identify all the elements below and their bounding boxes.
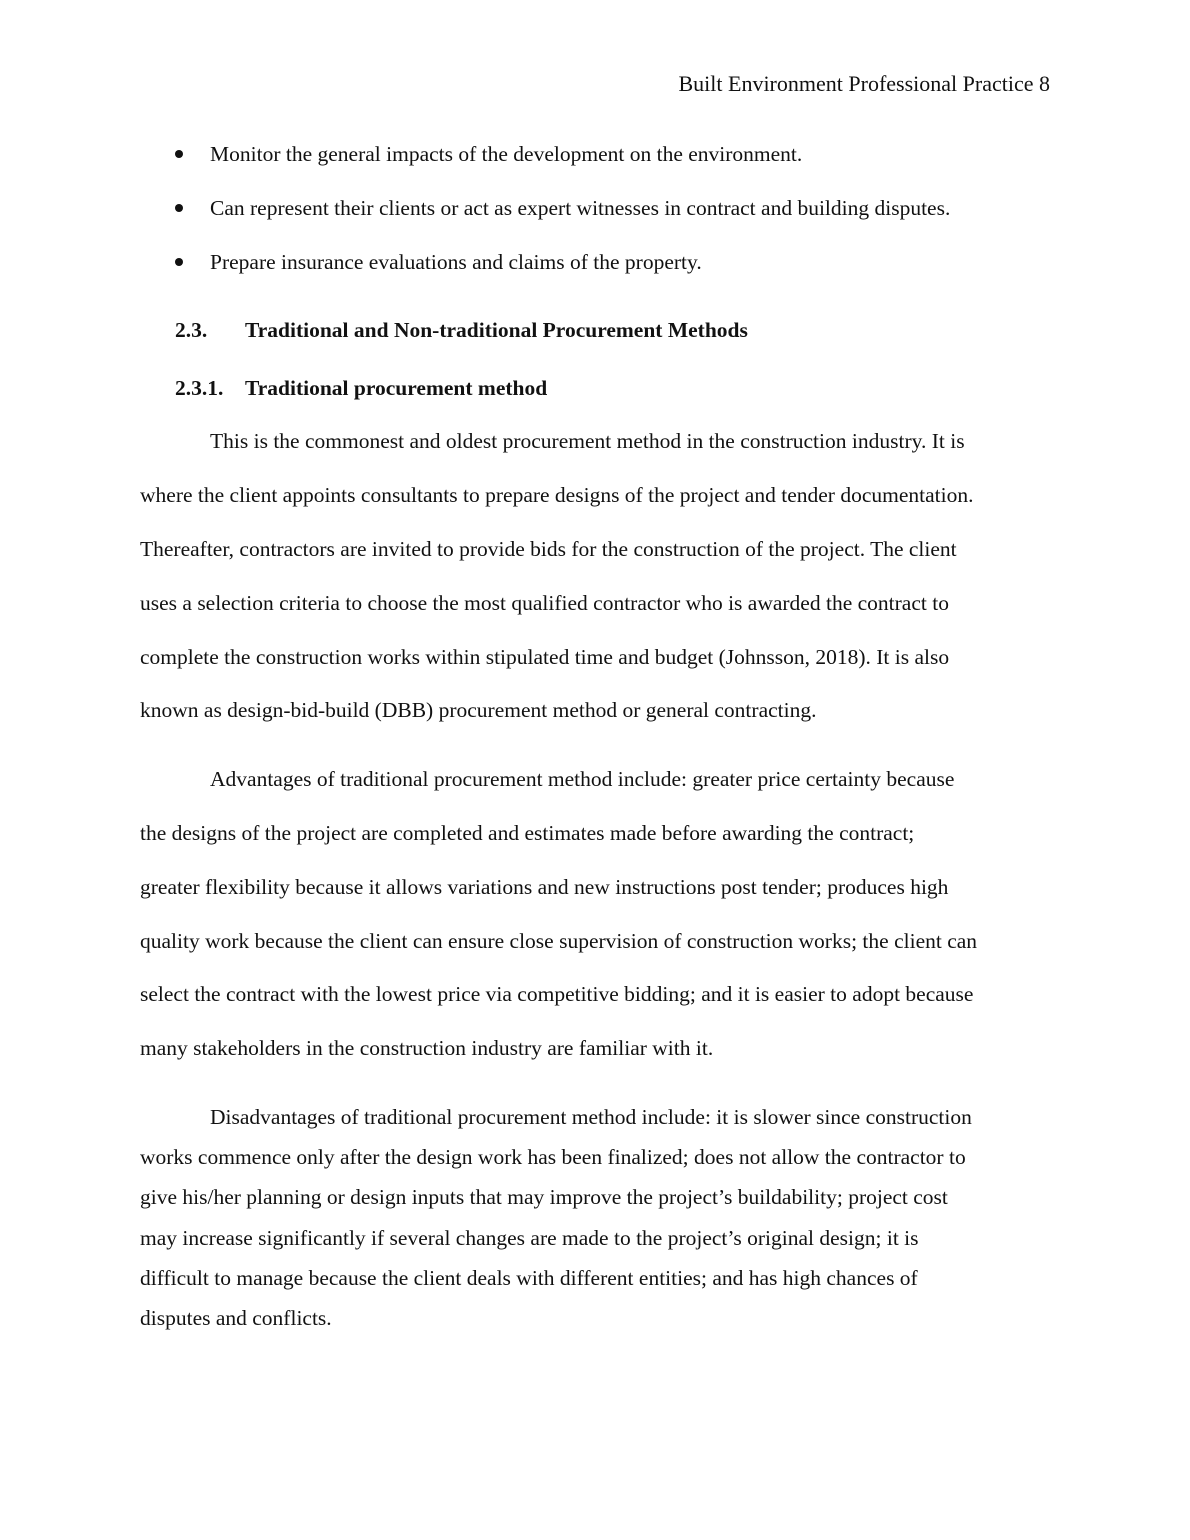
section-title: Traditional and Non-traditional Procurement Methods — [245, 318, 748, 342]
subsection-title: Traditional procurement method — [245, 376, 548, 400]
text-line: known as design-bid-build (DBB) procurement method or general contracting. — [140, 698, 817, 722]
subsection-heading — [175, 374, 547, 402]
bullet-text: Monitor the general impacts of the development on the environment. — [210, 142, 803, 166]
text-line: where the client appoints consultants to prepare designs of the project and tender documentation. — [140, 483, 974, 507]
text-line: Thereafter, contractors are invited to provide bids for the construction of the project. The client — [140, 537, 957, 561]
running-head: Built Environment Professional Practice 8 — [678, 71, 1050, 96]
text-line: may increase significantly if several changes are made to the project’s original design; it is — [140, 1226, 919, 1250]
bullet-dot-icon — [175, 258, 183, 266]
text-line: give his/her planning or design inputs that may improve the project’s buildability; project cost — [140, 1185, 948, 1209]
bullet-text: Can represent their clients or act as expert witnesses in contract and building disputes. — [210, 196, 951, 220]
text-line: select the contract with the lowest price via competitive bidding; and it is easier to adopt because — [140, 982, 974, 1006]
bullet-dot-icon — [175, 204, 183, 212]
text-line: quality work because the client can ensure close supervision of construction works; the client can — [140, 929, 978, 953]
text-line: difficult to manage because the client deals with different entities; and has high chances of — [140, 1266, 918, 1290]
section-heading — [175, 316, 748, 344]
text-line: greater flexibility because it allows variations and new instructions post tender; produces high — [140, 875, 949, 899]
text-line: the designs of the project are completed and estimates made before awarding the contract; — [140, 821, 915, 845]
bullet-dot-icon — [175, 150, 183, 158]
text-line: many stakeholders in the construction industry are familiar with it. — [140, 1036, 714, 1060]
bullet-text: Prepare insurance evaluations and claims of the property. — [210, 250, 702, 274]
text-line: disputes and conflicts. — [140, 1306, 332, 1330]
text-line: This is the commonest and oldest procurement method in the construction industry. It is — [210, 429, 965, 453]
text-line: works commence only after the design work has been finalized; does not allow the contractor to — [140, 1145, 966, 1169]
text-line: Disadvantages of traditional procurement method include: it is slower since construction — [210, 1105, 972, 1129]
subsection-number: 2.3.1. — [175, 376, 224, 400]
section-number: 2.3. — [175, 318, 208, 342]
text-line: uses a selection criteria to choose the most qualified contractor who is awarded the contract to — [140, 591, 949, 615]
text-line: complete the construction works within stipulated time and budget (Johnsson, 2018). It is also — [140, 645, 950, 669]
text-line: Advantages of traditional procurement method include: greater price certainty because — [210, 767, 955, 791]
